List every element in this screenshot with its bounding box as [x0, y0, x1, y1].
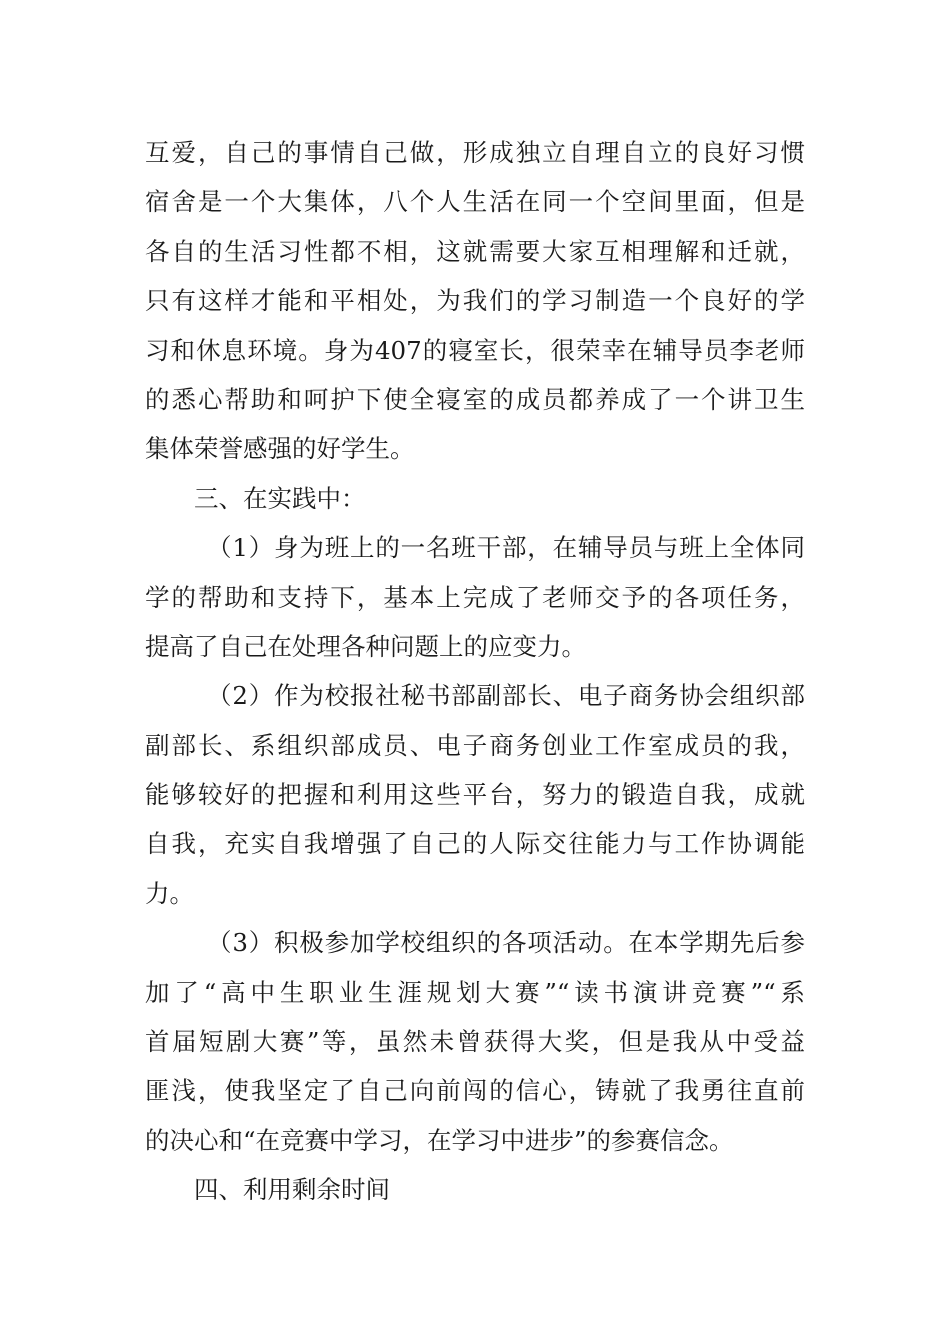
text-line: （1）身为班上的一名班干部，在辅导员与班上全体同	[207, 533, 805, 563]
text-line: 各自的生活习性都不相，这就需要大家互相理解和迁就，	[145, 236, 805, 266]
text-line: 学的帮助和支持下，基本上完成了老师交予的各项任务，	[145, 582, 805, 612]
text-line: （3）积极参加学校组织的各项活动。在本学期先后参	[207, 928, 805, 958]
text-line: 互爱，自己的事情自己做，形成独立自理自立的良好习惯	[145, 138, 805, 167]
document-body	[145, 128, 805, 1215]
text-line: 宿舍是一个大集体，八个人生活在同一个空间里面，但是	[145, 187, 805, 217]
text-line: 习和休息环境。身为407的寝室长，很荣幸在辅导员李老师	[145, 335, 805, 365]
text-line: 力。	[145, 878, 194, 908]
text-line: 加了“高中生职业生涯规划大赛”“读书演讲竞赛”“系	[145, 977, 805, 1007]
text-line: 匪浅，使我坚定了自己向前闯的信心，铸就了我勇往直前	[145, 1076, 805, 1106]
text-line: 能够较好的把握和利用这些平台，努力的锻造自我，成就	[145, 780, 805, 810]
text-line: 副部长、系组织部成员、电子商务创业工作室成员的我，	[145, 730, 805, 760]
text-line: 集体荣誉感强的好学生。	[145, 434, 415, 464]
text-line: 的悉心帮助和呵护下使全寝室的成员都养成了一个讲卫生	[145, 384, 805, 414]
text-line: 自我，充实自我增强了自己的人际交往能力与工作协调能	[145, 829, 805, 859]
text-line: 四、利用剩余时间	[194, 1175, 390, 1205]
text-line: （2）作为校报社秘书部副部长、电子商务协会组织部	[207, 681, 805, 711]
text-line: 三、在实践中：	[194, 483, 366, 513]
text-line: 提高了自己在处理各种问题上的应变力。	[145, 631, 586, 661]
text-line: 首届短剧大赛”等，虽然未曾获得大奖，但是我从中受益	[145, 1027, 805, 1057]
text-line: 只有这样才能和平相处，为我们的学习制造一个良好的学	[145, 286, 805, 316]
text-line: 的决心和“在竞赛中学习，在学习中进步”的参赛信念。	[145, 1125, 734, 1155]
